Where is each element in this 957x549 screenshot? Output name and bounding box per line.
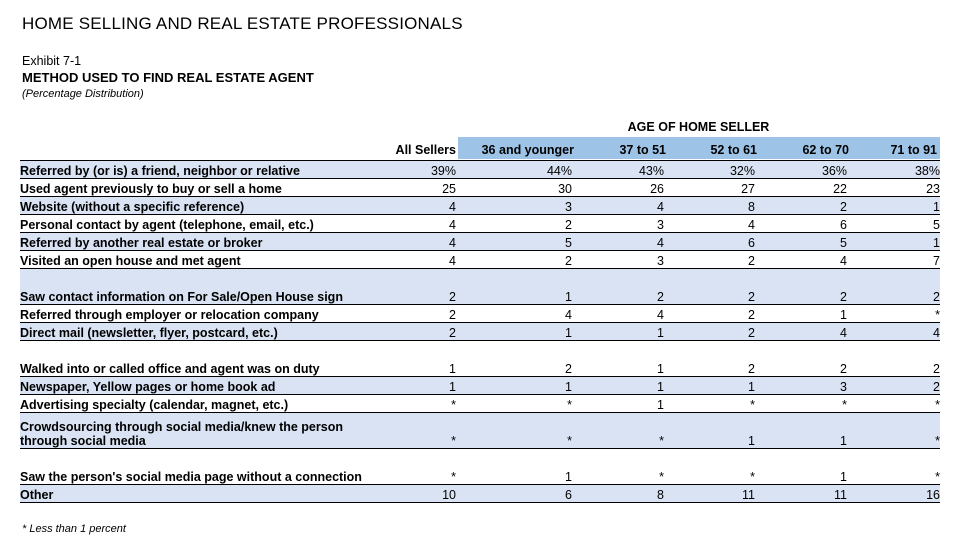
table-row — [20, 269, 940, 305]
table-cell: 1 — [840, 470, 847, 484]
table-row — [20, 449, 940, 485]
table-cell: 8 — [748, 200, 755, 214]
table-cell: 1 — [565, 290, 572, 304]
row-label: Referred through employer or relocation company — [20, 308, 319, 322]
table-row — [20, 215, 940, 233]
table-cell: * — [935, 470, 940, 484]
table-cell: 2 — [933, 362, 940, 376]
table-cell: 2 — [565, 218, 572, 232]
row-label: Advertising specialty (calendar, magnet, etc.) — [20, 398, 289, 412]
exhibit-label: Exhibit 7-1 — [22, 54, 82, 68]
table-cell: 27 — [741, 182, 755, 196]
table-subtitle: (Percentage Distribution) — [22, 88, 144, 100]
table-row — [20, 179, 940, 197]
table-cell: 2 — [748, 308, 755, 322]
table-cell: 1 — [933, 200, 940, 214]
table-cell: * — [451, 398, 456, 412]
table-cell: 2 — [657, 290, 664, 304]
table-row — [20, 161, 940, 179]
table-row — [20, 251, 940, 269]
column-header-age-1: 36 and younger — [481, 143, 574, 157]
table-cell: 1 — [449, 380, 456, 394]
column-header-all-sellers: All Sellers — [395, 143, 456, 157]
table-row — [20, 395, 940, 413]
table-cell: * — [935, 398, 940, 412]
table-cell: 6 — [840, 218, 847, 232]
footnote: * Less than 1 percent — [22, 523, 126, 535]
table-cell: 4 — [840, 254, 847, 268]
table-cell: 1 — [565, 326, 572, 340]
table-cell: 32% — [729, 164, 755, 178]
row-label: Visited an open house and met agent — [20, 254, 241, 268]
table-cell: 8 — [657, 488, 664, 502]
table-row — [20, 377, 940, 395]
table-cell: 4 — [657, 236, 664, 250]
table-cell: * — [842, 398, 847, 412]
table-cell: 2 — [565, 254, 572, 268]
table-row — [20, 233, 940, 251]
table-cell: 1 — [933, 236, 940, 250]
table-row — [20, 413, 940, 449]
column-header-age-2: 37 to 51 — [619, 143, 666, 157]
table-cell: 11 — [834, 488, 847, 502]
table-row — [20, 197, 940, 215]
table-cell: 43% — [638, 164, 664, 178]
table-cell: * — [451, 434, 456, 448]
table-cell: 2 — [933, 290, 940, 304]
table-cell: 6 — [565, 488, 572, 502]
table-cell: 4 — [840, 326, 847, 340]
table-cell: * — [567, 398, 572, 412]
table-cell: 2 — [565, 362, 572, 376]
table-cell: * — [659, 434, 664, 448]
table-cell: 1 — [657, 326, 664, 340]
row-label: Direct mail (newsletter, flyer, postcard, etc.) — [20, 326, 278, 340]
table-cell: 4 — [657, 308, 664, 322]
table-cell: 1 — [449, 362, 456, 376]
table-cell: 3 — [565, 200, 572, 214]
table-cell: 5 — [840, 236, 847, 250]
table-cell: 1 — [657, 362, 664, 376]
data-table — [20, 160, 940, 503]
row-label: Newspaper, Yellow pages or home book ad — [20, 380, 276, 394]
table-cell: * — [750, 398, 755, 412]
table-cell: 2 — [840, 362, 847, 376]
table-row — [20, 305, 940, 323]
row-label: Website (without a specific reference) — [20, 200, 245, 214]
row-label: Crowdsourcing through social media/knew the person through social media — [20, 420, 343, 448]
row-label: Saw contact information on For Sale/Open House sign — [20, 290, 343, 304]
table-cell: 1 — [840, 308, 847, 322]
row-label: Walked into or called office and agent was on duty — [20, 362, 320, 376]
table-cell: 5 — [565, 236, 572, 250]
table-cell: 4 — [748, 218, 755, 232]
column-header-age-3: 52 to 61 — [710, 143, 757, 157]
row-label: Personal contact by agent (telephone, email, etc.) — [20, 218, 314, 232]
group-header: AGE OF HOME SELLER — [627, 120, 770, 134]
table-cell: 1 — [748, 434, 755, 448]
table-cell: 22 — [833, 182, 847, 196]
table-cell: 1 — [657, 380, 664, 394]
table-cell: 2 — [449, 308, 456, 322]
table-cell: 36% — [821, 164, 847, 178]
table-cell: 38% — [914, 164, 940, 178]
table-cell: 2 — [840, 200, 847, 214]
table-row — [20, 341, 940, 377]
table-cell: 1 — [657, 398, 664, 412]
table-cell: 4 — [933, 326, 940, 340]
table-cell: 30 — [558, 182, 572, 196]
table-cell: 4 — [449, 254, 456, 268]
table-cell: 4 — [449, 236, 456, 250]
table-cell: 1 — [565, 380, 572, 394]
table-cell: 2 — [748, 362, 755, 376]
table-cell: 16 — [926, 488, 940, 502]
table-cell: 5 — [933, 218, 940, 232]
row-label: Used agent previously to buy or sell a home — [20, 182, 282, 196]
row-label: Other — [20, 488, 54, 502]
table-cell: 7 — [933, 254, 940, 268]
table-cell: 25 — [442, 182, 456, 196]
page-title: HOME SELLING AND REAL ESTATE PROFESSIONALS — [22, 14, 463, 33]
table-cell: 2 — [449, 290, 456, 304]
column-header-age-5: 71 to 91 — [890, 143, 937, 157]
table-cell: 6 — [748, 236, 755, 250]
table-cell: 11 — [742, 488, 755, 502]
table-cell: * — [451, 470, 456, 484]
table-cell: 3 — [657, 218, 664, 232]
table-cell: 44% — [546, 164, 572, 178]
table-cell: 1 — [840, 434, 847, 448]
table-cell: 39% — [430, 164, 456, 178]
row-label: Referred by (or is) a friend, neighbor or relative — [20, 164, 300, 178]
table-row — [20, 485, 940, 503]
table-cell: * — [567, 434, 572, 448]
table-cell: 2 — [748, 326, 755, 340]
table-cell: * — [935, 434, 940, 448]
table-cell: 2 — [748, 290, 755, 304]
table-cell: * — [935, 308, 940, 322]
table-cell: * — [750, 470, 755, 484]
table-cell: 23 — [926, 182, 940, 196]
row-label: Referred by another real estate or broker — [20, 236, 263, 250]
table-cell: 4 — [565, 308, 572, 322]
table-cell: 4 — [449, 218, 456, 232]
table-cell: 3 — [840, 380, 847, 394]
row-label: Saw the person's social media page without a connection — [20, 470, 362, 484]
column-header-age-4: 62 to 70 — [802, 143, 849, 157]
table-cell: 10 — [442, 488, 456, 502]
table-cell: 2 — [933, 380, 940, 394]
table-cell: 1 — [748, 380, 755, 394]
table-cell: 2 — [840, 290, 847, 304]
table-cell: 1 — [565, 470, 572, 484]
table-row — [20, 323, 940, 341]
table-cell: * — [659, 470, 664, 484]
table-title: METHOD USED TO FIND REAL ESTATE AGENT — [22, 70, 314, 85]
table-cell: 3 — [657, 254, 664, 268]
table-cell: 4 — [449, 200, 456, 214]
table-cell: 2 — [449, 326, 456, 340]
table-cell: 4 — [657, 200, 664, 214]
table-cell: 2 — [748, 254, 755, 268]
table-cell: 26 — [650, 182, 664, 196]
